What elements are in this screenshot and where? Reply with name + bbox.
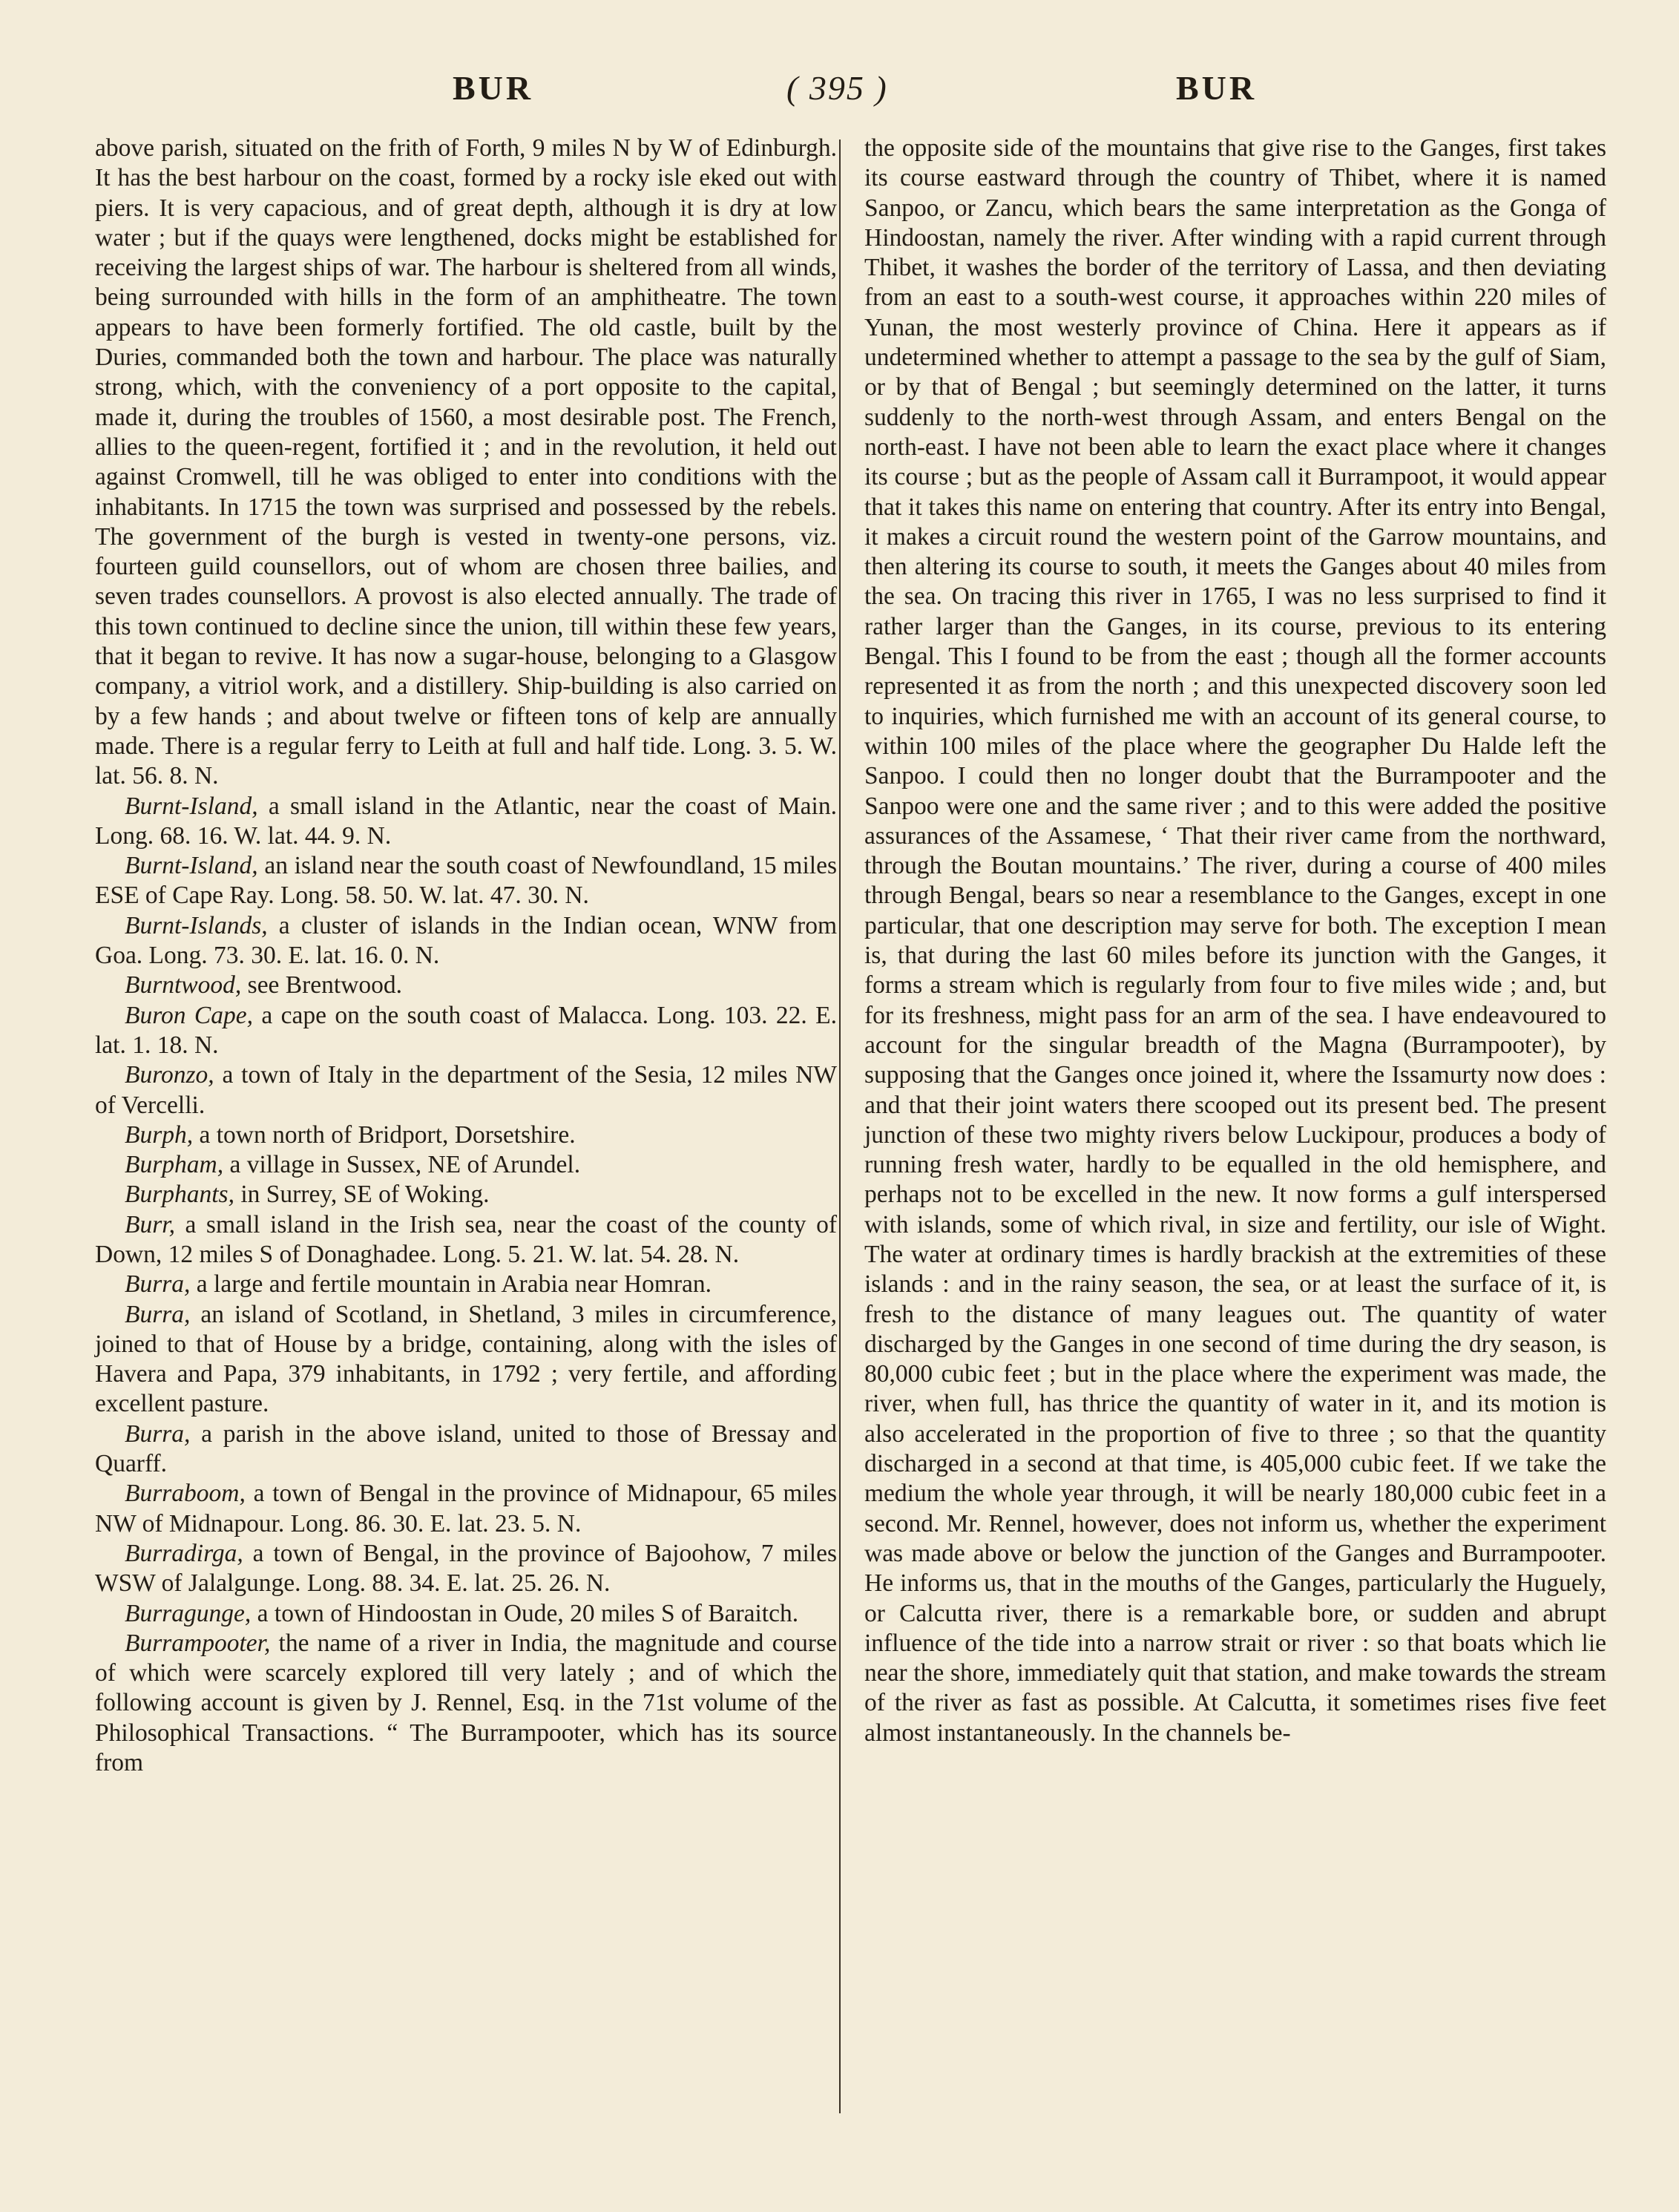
entry-headword: Burnt-Islands, [125,911,268,939]
gazetteer-entry [95,1060,837,1120]
page-number: ( 395 ) [786,69,888,107]
column-divider [839,140,841,2113]
entry-headword: Burra, [125,1270,191,1299]
entry-headword: Burra, [125,1300,191,1328]
entry-text: a town of Italy in the department of the Sesia, 12 miles NW of Vercelli. [95,1061,837,1119]
entry-text: a town of Bengal in the province of Midnapour, 65 miles NW of Midnapour. Long. 86. 30. E. lat. 23. 5. N. [95,1480,837,1537]
gazetteer-entry [95,1210,837,1270]
gazetteer-entry [95,134,837,792]
entry-headword: Burragunge, [125,1599,252,1627]
gazetteer-entry [95,1270,837,1299]
entry-headword: Burph, [125,1120,194,1149]
entry-text: a parish in the above island, united to those of Bressay and Quarff. [95,1420,837,1478]
entry-text: a cape on the south coast of Malacca. Long. 103. 22. E. lat. 1. 18. N. [95,1001,837,1059]
entry-text: an island of Scotland, in Shetland, 3 miles in circumference, joined to that of House by a bridge, containing, along with the isles of Havera and Papa, 379 inhabitants, in 1792 ; very fertile, and affording excellent pasture. [95,1300,837,1418]
entry-headword: Burntwood, [125,971,242,1000]
gazetteer-entry [95,1300,837,1420]
entry-text: a large and fertile mountain in Arabia near Homran. [190,1270,712,1299]
gazetteer-entry [95,792,837,852]
entry-text: the opposite side of the mountains that give rise to the Ganges, first takes its course eastward through the country of Thibet, where it is named Sanpoo, or Zancu, which bears the same interpretation as the Gonga of Hindoostan, namely the river. After winding with a rapid current through Thibet, it washes the border of the territory of Lassa, and then deviating from an east to a south-west course, it approaches within 220 miles of Yunan, the most westerly province of China. Here it appears as if undetermined whether to attempt a passage to the sea by the gulf of Siam, or by that of Bengal ; but seemingly determined on the latter, it turns suddenly to the north-west through Assam, and enters Bengal on the north-east. I have not been able to learn the exact place where it changes its course ; but as the people of Assam call it Burrampoot, it would appear that it takes this name on entering that country. After its entry into Bengal, it makes a circuit round the western point of the Garrow mountains, and then altering its course to south, it meets the Ganges about 40 miles from the sea. On tracing this river in 1765, I was no less surprised to find it rather larger than the Ganges, in its course, previous to its entering Bengal. This I found to be from the east ; though all the former accounts represented it as from the north ; and this unexpected discovery soon led to inquiries, which furnished me with an account of its general course, to within 100 miles of the place where the geographer Du Halde left the Sanpoo. I could then no longer doubt that the Burrampooter and the Sanpoo were one and the same river ; and to this were added the positive assurances of the Assamese, ‘ That their river came from the northward, through the Boutan mountains.’ The river, during a course of 400 miles through Bengal, bears so near a resemblance to the Ganges, except in one particular, that one description may serve for both. The exception I mean is, that during the last 60 miles before its junction with the Ganges, it forms a stream which is regularly from four to five miles wide ; and, but for its freshness, might pass for an arm of the sea. I have endeavoured to account for the singular breadth of the Magna (Burrampooter), by supposing that the Ganges once joined it, where the Issamurty now does : and that their joint waters there scooped out its present bed. The present junction of these two mighty rivers below Luckipour, produces a body of running fresh water, hardly to be equalled in the old hemisphere, and perhaps not to be excelled in the new. It now forms a gulf interspersed with islands, some of which rival, in size and fertility, our isle of Wight. The water at ordinary times is hardly brackish at the extremities of these islands : and in the rainy season, the sea, or at least the surface of it, is fresh to the distance of many leagues out. The quantity of water discharged by the Ganges in one second of time during the dry season, is 80,000 cubic feet ; but in the place where the experiment was made, the river, when full, has thrice the quantity of water in it, and its motion is also accelerated in the proportion of five to three ; so that the quantity discharged in a second at that time, is 405,000 cubic feet. If we take the medium the whole year through, it will be nearly 180,000 cubic feet in a second. Mr. Rennel, however, does not inform us, whether the experiment was made above or below the junction of the Ganges and Burrampooter. He informs us, that in the mouths of the Ganges, particularly the Huguely, or Calcutta river, there is a remarkable bore, or sudden and abrupt influence of the tide into a narrow strait or river : so that boats which lie near the shore, immediately quit that station, and make towards the stream of the river as fast as possible. At Calcutta, it sometimes rises five feet almost instantaneously. In the channels be- [864,134,1606,1747]
left-column [95,134,837,1778]
entry-headword: Buron Cape, [125,1001,253,1029]
gazetteer-entry [95,1599,837,1629]
gazetteer-entry [95,851,837,911]
gazetteer-entry [95,1479,837,1539]
entry-text: a small island in the Atlantic, near the coast of Main. Long. 68. 16. W. lat. 44. 9. N. [95,792,837,850]
entry-headword: Burr, [125,1210,175,1238]
entry-headword: Burrampooter, [125,1629,271,1657]
entry-text: an island near the south coast of Newfoundland, 15 miles ESE of Cape Ray. Long. 58. 50. W. lat. 47. 30. N. [95,852,837,910]
header-left: BUR [453,69,534,107]
entry-text: see Brentwood. [241,971,403,1000]
entry-headword: Burphants, [125,1181,234,1209]
entry-headword: Buronzo, [125,1061,214,1089]
gazetteer-entry [95,1539,837,1599]
header-right: BUR [1176,69,1258,107]
gazetteer-entry [95,1180,837,1210]
gazetteer-entry [95,1629,837,1778]
entry-headword: Burraboom, [125,1480,246,1508]
gazetteer-entry [95,1150,837,1180]
entry-text: a cluster of islands in the Indian ocean, WNW from Goa. Long. 73. 30. E. lat. 16. 0. N. [95,911,837,970]
running-header [0,68,1679,120]
entry-headword: Burradirga, [125,1539,243,1567]
entry-headword: Burnt-Island, [125,792,258,820]
entry-headword: Burnt-Island, [125,852,258,880]
entry-headword: Burra, [125,1420,191,1448]
entry-text: a town north of Bridport, Dorsetshire. [193,1120,576,1149]
entry-text: above parish, situated on the frith of Forth, 9 miles N by W of Edinburgh. It has the best harbour on the coast, formed by a rocky isle eked out with piers. It is very capacious, and of great depth, although it is dry at low water ; but if the quays were lengthened, docks might be established for receiving the largest ships of war. The harbour is sheltered from all winds, being surrounded with hills in the form of an amphitheatre. The town appears to have been formerly fortified. The old castle, built by the Duries, commanded both the town and harbour. The place was naturally strong, which, with the conveniency of a port opposite to the capital, made it, during the troubles of 1560, a most desirable post. The French, allies to the queen-regent, fortified it ; and in the revolution, it held out against Cromwell, till he was obliged to enter into conditions with the inhabitants. In 1715 the town was surprised and possessed by the rebels. The government of the burgh is vested in twenty-one persons, viz. fourteen guild counsellors, out of whom are chosen three bailies, and seven trades counsellors. A provost is also elected annually. The trade of this town continued to decline since the union, till within these few years, that it began to revive. It has now a sugar-house, belonging to a Glasgow company, a vitriol work, and a distillery. Ship-building is also carried on by a few hands ; and about twelve or fifteen tons of kelp are annually made. There is a regular ferry to Leith at full and half tide. Long. 3. 5. W. lat. 56. 8. N. [95,134,837,790]
entry-headword: Burpham, [125,1151,224,1179]
entry-text: a town of Bengal, in the province of Bajoohow, 7 miles WSW of Jalalgunge. Long. 88. 34. E. lat. 25. 26. N. [95,1539,837,1598]
gazetteer-entry [95,1001,837,1061]
entry-text: the name of a river in India, the magnitude and course of which were scarcely explored till very lately ; and of which the following account is given by J. Rennel, Esq. in the 71st volume of the Philosophical Transactions. “ The Burrampooter, which has its source from [95,1629,837,1777]
entry-text: a town of Hindoostan in Oude, 20 miles S of Baraitch. [251,1599,799,1627]
right-column [864,134,1606,1748]
entry-text: a village in Sussex, NE of Arundel. [223,1151,581,1179]
gazetteer-entry [95,1420,837,1480]
entry-text: a small island in the Irish sea, near the coast of the county of Down, 12 miles S of Donaghadee. Long. 5. 21. W. lat. 54. 28. N. [95,1210,837,1268]
gazetteer-entry [864,134,1606,1748]
gazetteer-entry [95,911,837,971]
gazetteer-entry [95,971,837,1000]
entry-text: in Surrey, SE of Woking. [234,1181,490,1209]
gazetteer-entry [95,1120,837,1150]
